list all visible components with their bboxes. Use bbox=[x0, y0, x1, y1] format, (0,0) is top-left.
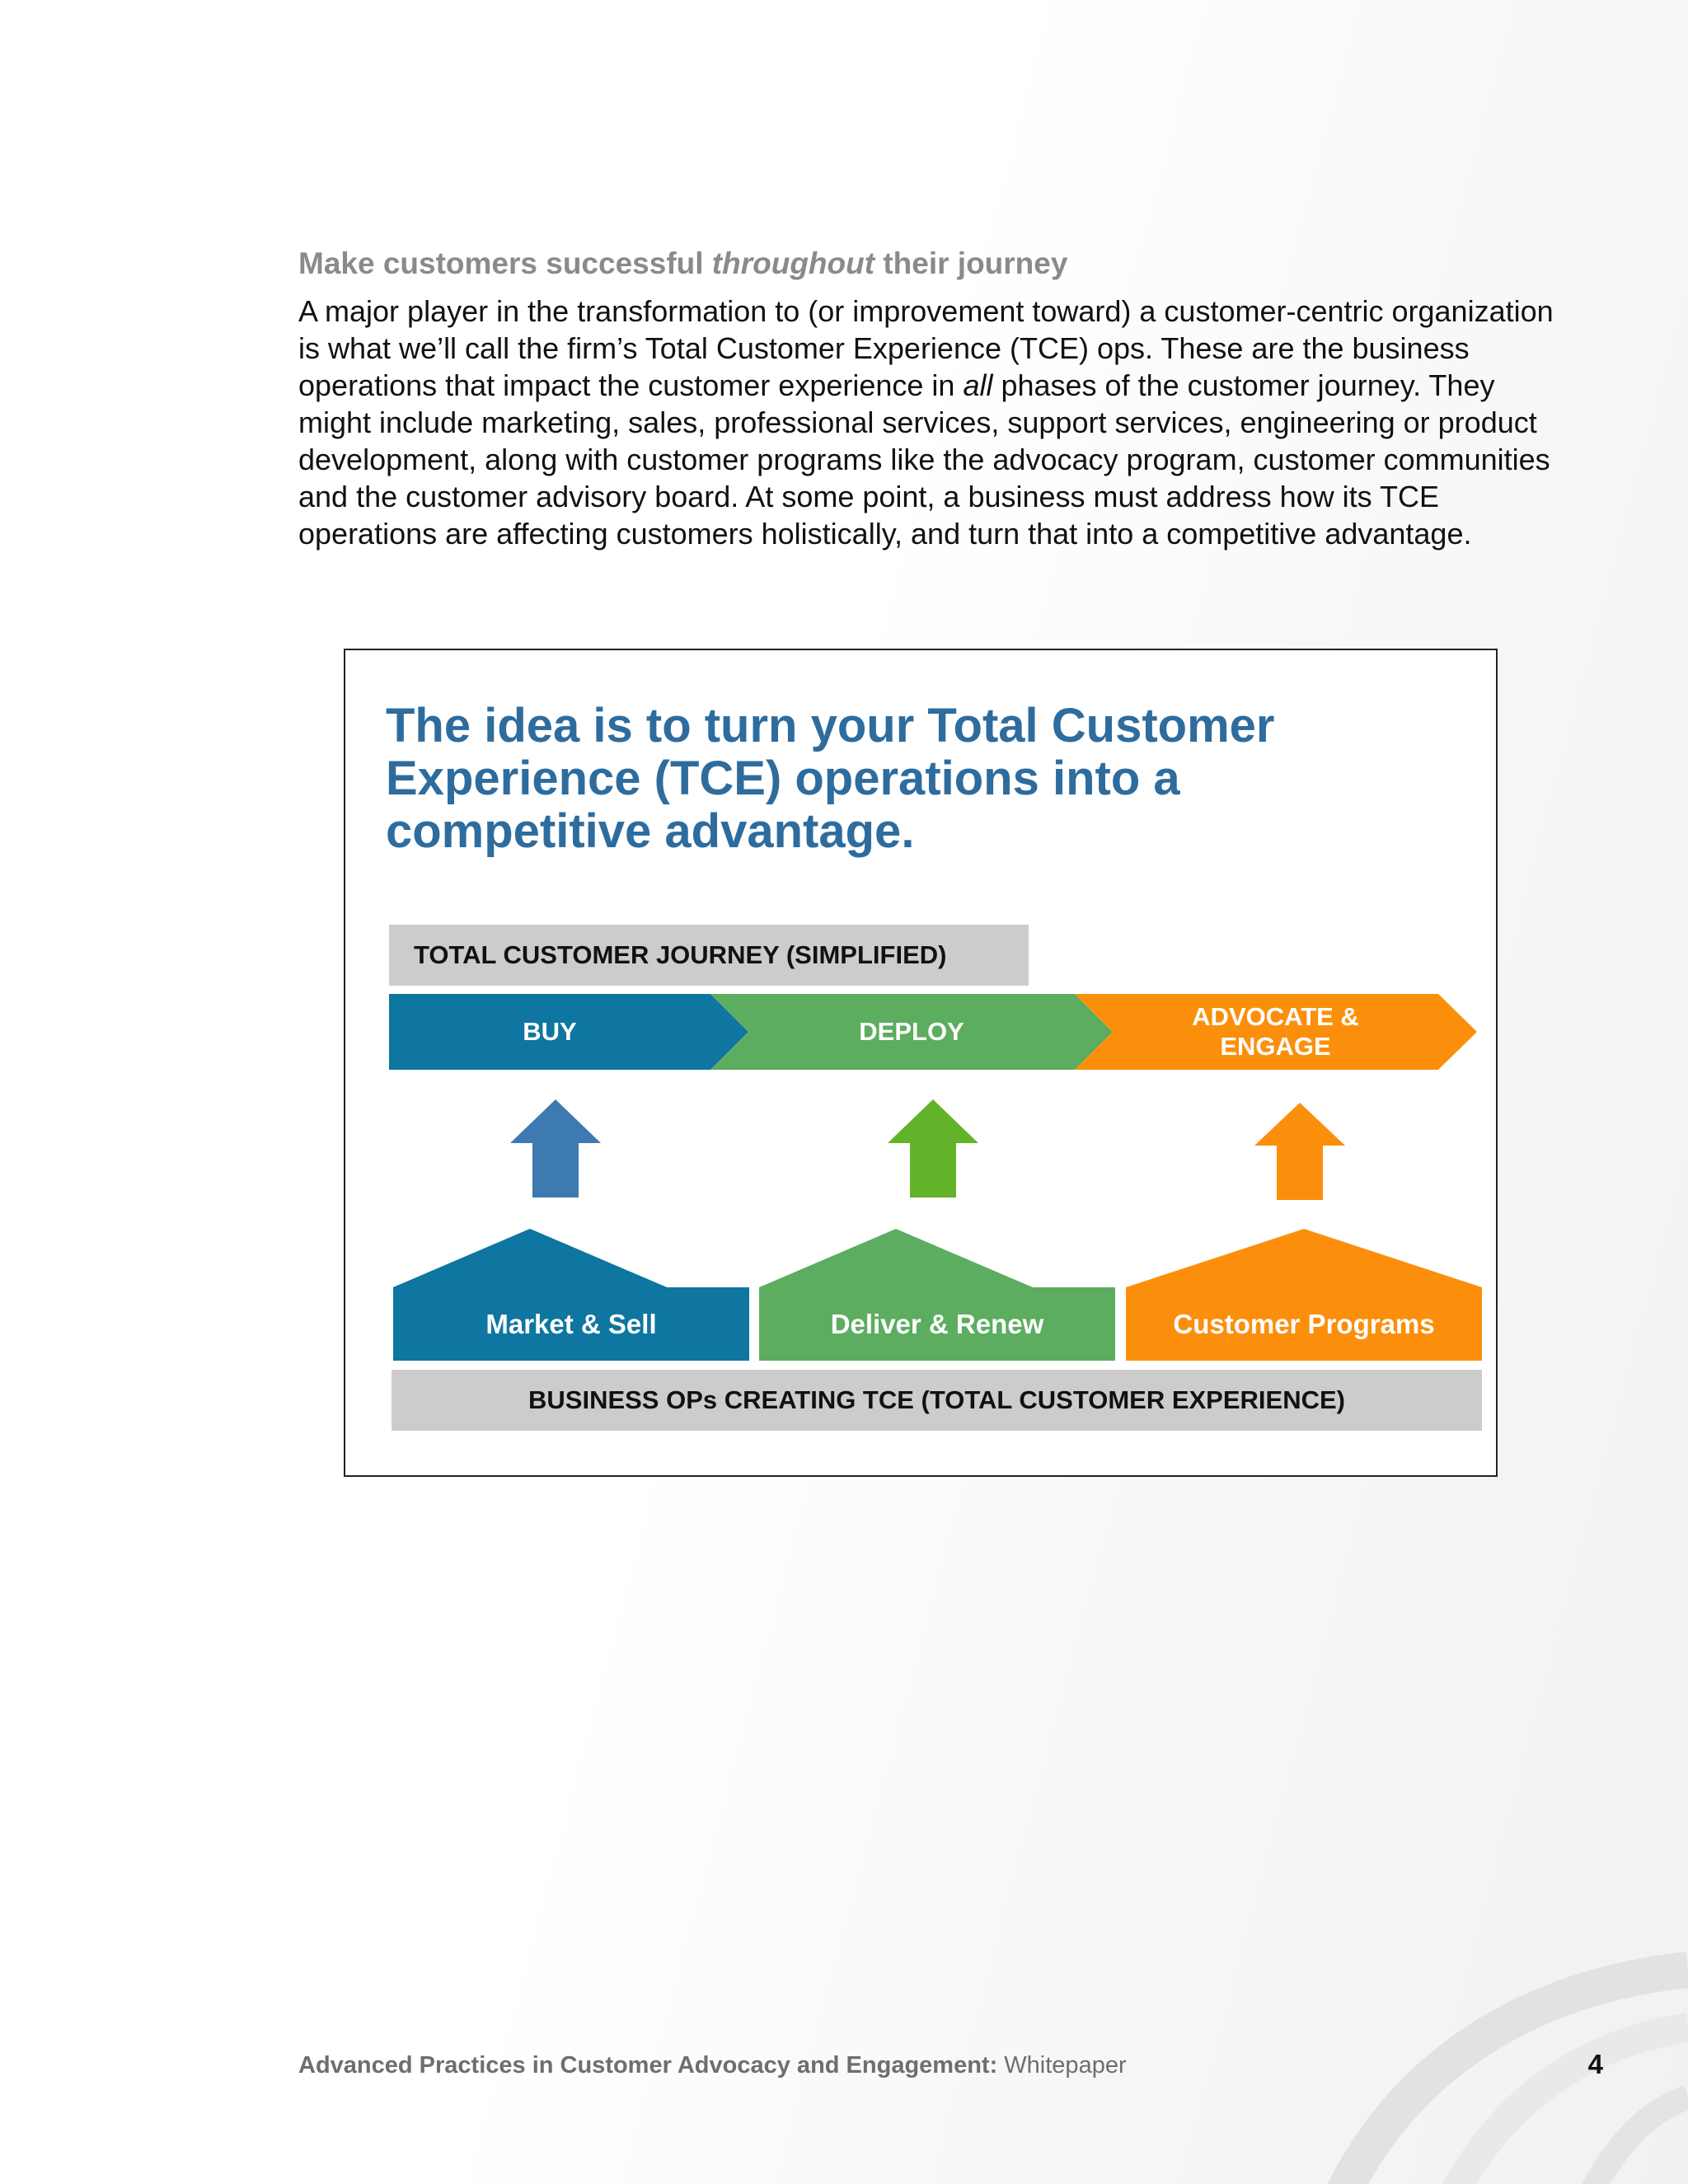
journey-label: TOTAL CUSTOMER JOURNEY (SIMPLIFIED) bbox=[389, 925, 1029, 986]
figure-title-line: Experience (TCE) operations into a bbox=[386, 752, 1180, 805]
business-ops-label: BUSINESS OPs CREATING TCE (TOTAL CUSTOMER EXPERIENCE) bbox=[392, 1370, 1482, 1431]
body-paragraph bbox=[298, 293, 1634, 552]
stage-deploy-label: DEPLOY bbox=[859, 1017, 964, 1046]
stage-buy-label: BUY bbox=[523, 1017, 577, 1046]
tce-figure bbox=[344, 649, 1498, 1477]
ops-customer-programs-label: Customer Programs bbox=[1173, 1308, 1435, 1339]
footer-title: Advanced Practices in Customer Advocacy and Engagement: Whitepaper bbox=[298, 2052, 1127, 2079]
ops-market-sell-label: Market & Sell bbox=[485, 1308, 657, 1339]
body-line: operations are affecting customers holistically, and turn that into a competitive advantage. bbox=[298, 517, 1472, 551]
body-line: operations that impact the customer experience in all phases of the customer journey. They bbox=[298, 368, 1495, 402]
up-arrow-icon bbox=[1254, 1103, 1345, 1200]
body-line: and the customer advisory board. At some point, a business must address how its TCE bbox=[298, 480, 1440, 513]
figure-title-line: The idea is to turn your Total Customer bbox=[386, 699, 1275, 752]
ops-deliver-renew-label: Deliver & Renew bbox=[830, 1308, 1044, 1339]
body-line: might include marketing, sales, professional services, support services, engineering or product bbox=[298, 405, 1537, 439]
up-arrow-icon bbox=[510, 1099, 601, 1197]
body-line: A major player in the transformation to (or improvement toward) a customer-centric organization bbox=[298, 294, 1554, 328]
swoosh-decoration bbox=[1286, 1937, 1688, 2184]
stage-advocate-label: ADVOCATE & ENGAGE bbox=[1192, 1002, 1359, 1061]
body-line: development, along with customer programs like the advocacy program, customer communities bbox=[298, 443, 1550, 476]
figure-title-line: competitive advantage. bbox=[386, 804, 915, 858]
body-line: is what we’ll call the firm’s Total Customer Experience (TCE) ops. These are the business bbox=[298, 331, 1470, 365]
up-arrow-icon bbox=[888, 1099, 978, 1197]
page-number: 4 bbox=[1587, 2049, 1603, 2079]
ops-market-sell-shape bbox=[393, 1229, 667, 1287]
section-heading: Make customers successful throughout their journey bbox=[298, 246, 1068, 280]
